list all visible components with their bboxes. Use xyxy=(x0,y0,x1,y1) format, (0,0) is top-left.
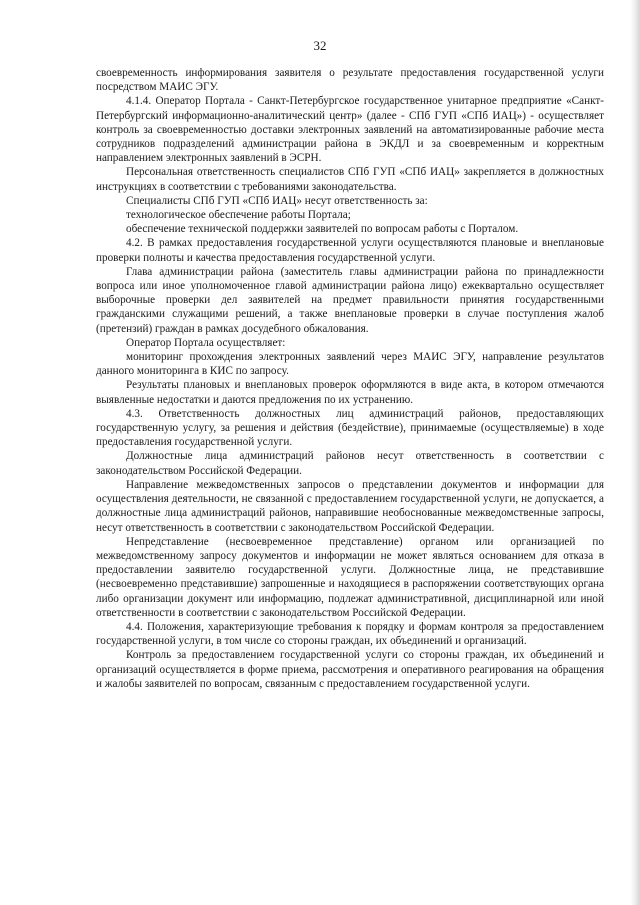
document-body xyxy=(96,66,604,691)
list-item-user-support: обеспечение технической поддержки заявителей по вопросам работы с Порталом. xyxy=(126,223,519,236)
paragraph-interagency-requests: Направление межведомственных запросов о представлении документов и информации для осуществления деятельности, не связанной с предоставлением государственной услуги, не допускается, а должностные лица администраций районов, направившие необоснованные межведомственные запросы, несут ответственность в соответствии с законодательством Российской Федерации. xyxy=(96,478,604,534)
paragraph-citizen-control: Контроль за предоставлением государственной услуги со стороны граждан, их объединений и организаций осуществляется в форме приема, рассмотрения и оперативного реагирования на обращения и жалобы заявителей по вопросам, связанным с предоставлением государственной услуги. xyxy=(96,649,604,690)
paragraph-officials-liability: Должностные лица администраций районов несут ответственность в соответствии с законодательством Российской Федерации. xyxy=(96,450,604,477)
paragraph-continuation: своевременность информирования заявителя о результате предоставления государственной услуги посредством МАИС ЭГУ. xyxy=(96,67,604,94)
list-item-tech-support: технологическое обеспечение работы Портала; xyxy=(126,209,351,222)
paragraph-4-4: 4.4. Положения, характеризующие требования к порядку и формам контроля за предоставлением государственной услуги, в том числе со стороны граждан, их объединений и организаций. xyxy=(96,620,604,648)
paragraph-head-of-administration: Глава администрации района (заместитель главы администрации района по принадлежности вопроса или иное уполномоченное главой администрации района лицо) ежеквартально осуществляет выборочные проверки дел заявителей на предмет правильности принятия государственными гражданскими служащими решений, а также внеплановые проверки в случае поступления жалоб (претензий) граждан в рамках досудебного обжалования. xyxy=(96,265,604,335)
paragraph-inspection-results: Результаты плановых и внеплановых проверок оформляются в виде акта, в котором отмечаются выявленные недостатки и даются предложения по их устранению. xyxy=(96,379,604,406)
paragraph-specialists-responsibility: Специалисты СПб ГУП «СПб ИАЦ» несут ответственность за: xyxy=(126,194,428,207)
page-number: 32 xyxy=(313,38,327,53)
paragraph-4-3: 4.3. Ответственность должностных лиц администраций районов, предоставляющих государственную услугу, за решения и действия (бездействие), принимаемые (осуществляемые) в ходе предоставления государственной услуги. xyxy=(96,407,604,449)
paragraph-personal-responsibility: Персональная ответственность специалистов СПб ГУП «СПб ИАЦ» закрепляется в должностных инструкциях в соответствии с требованиями законодательства. xyxy=(96,166,604,193)
list-item-monitoring: мониторинг прохождения электронных заявлений через МАИС ЭГУ, направление результатов данного мониторинга в КИС по запросу. xyxy=(96,351,604,378)
scan-edge xyxy=(630,0,640,905)
paragraph-non-submission: Непредставление (несвоевременное представление) органом или организацией по межведомственному запросу документов и информации не может являться основанием для отказа в предоставлении заявителю государственной услуги. Должностные лица, не представившие (несвоевременно представившие) запрошенные и находящиеся в распоряжении соответствующих органа либо организации документ или информацию, подлежат административной, дисциплинарной или иной ответственности в соответствии с законодательством Российской Федерации. xyxy=(96,535,604,619)
paragraph-portal-operator: Оператор Портала осуществляет: xyxy=(126,336,286,349)
paragraph-4-2: 4.2. В рамках предоставления государственной услуги осуществляются плановые и внеплановые проверки полноты и качества предоставления государственной услуги. xyxy=(96,237,604,264)
paragraph-4-1-4: 4.1.4. Оператор Портала - Санкт-Петербургское государственное унитарное предприятие «Санкт-Петербургский информационно-аналитический центр» (далее - СПб ГУП «СПб ИАЦ») - осуществляет контроль за своевременностью доставки электронных заявлений на автоматизированные рабочие места сотрудников подразделений администрации района в ЭКДЛ и за своевременным и корректным направлением электронных заявлений в ЭСРН. xyxy=(96,95,604,165)
